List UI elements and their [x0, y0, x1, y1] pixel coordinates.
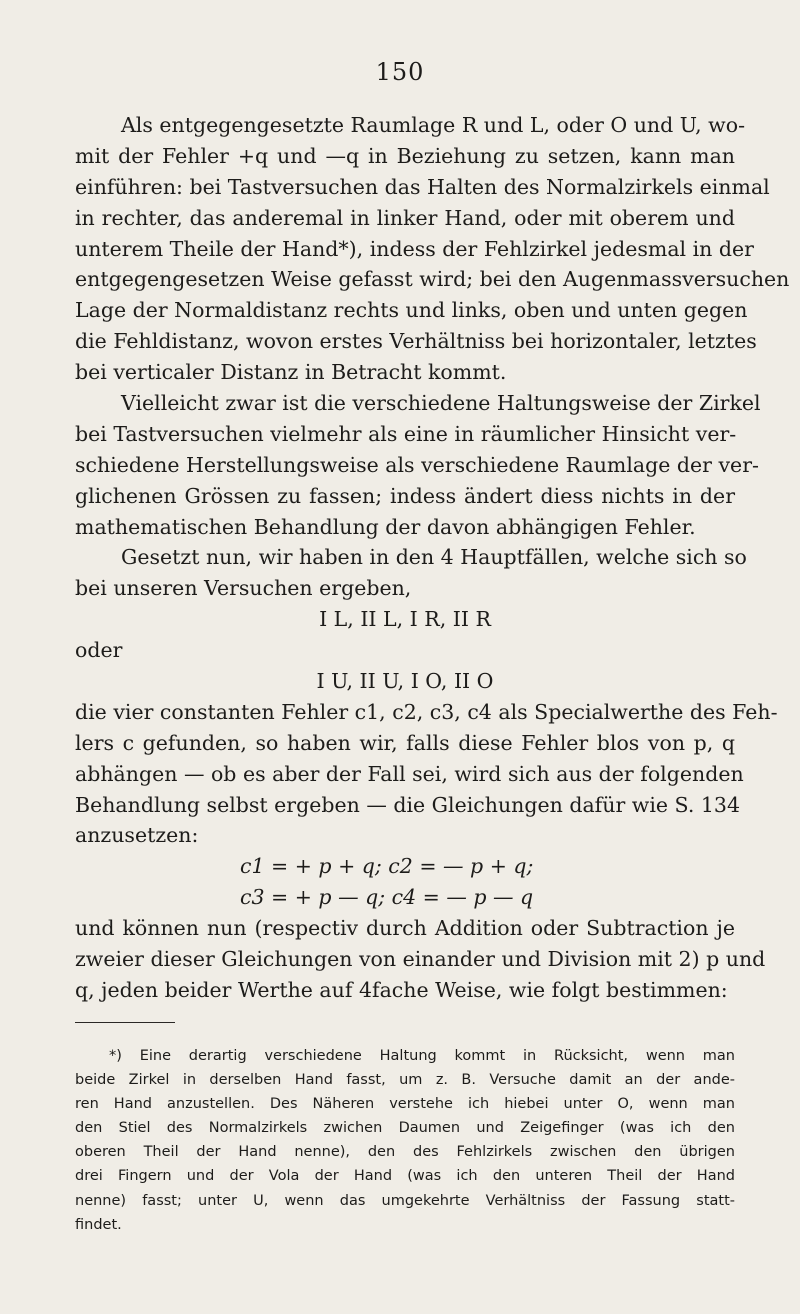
main-text	[75, 110, 790, 1006]
text-line: oder	[75, 638, 123, 663]
text-line: anzusetzen:	[75, 823, 199, 848]
footnote-line: oberen Theil der Hand nenne), den des Fehlzirkels zwischen den übrigen	[75, 1144, 735, 1161]
text-line: die Fehldistanz, wovon erstes Verhältniss bei horizontaler, letztes	[75, 329, 757, 354]
page-number: 150	[375, 58, 425, 86]
text-line: lers c gefunden, so haben wir, falls diese Fehler blos von p, q	[75, 730, 735, 755]
text-line: und können nun (respectiv durch Addition oder Subtraction je	[75, 916, 735, 941]
footnote-line: drei Fingern und der Vola der Hand (was ich den unteren Theil der Hand	[75, 1168, 735, 1185]
text-line: mathematischen Behandlung der davon abhängigen Fehler.	[75, 514, 696, 539]
text-line: glichenen Grössen zu fassen; indess ändert diess nichts in der	[75, 483, 735, 508]
case-list: I U, II U, I O, II O	[316, 669, 494, 694]
equation-line: c3 = + p — q; c4 = — p — q	[240, 885, 534, 910]
text-line: die vier constanten Fehler c1, c2, c3, c4 als Specialwerthe des Feh-	[75, 699, 778, 724]
footnote-line: den Stiel des Normalzirkels zwichen Daumen und Zeigefinger (was ich den	[75, 1120, 735, 1137]
text-line: in rechter, das anderemal in linker Hand, oder mit oberem und	[75, 205, 735, 230]
text-line: q, jeden beider Werthe auf 4fache Weise, wie folgt bestimmen:	[75, 977, 728, 1002]
text-line: entgegengesetzen Weise gefasst wird; bei den Augenmassversuchen	[75, 267, 790, 292]
text-line: Vielleicht zwar ist die verschiedene Haltungsweise der Zirkel	[121, 391, 761, 416]
text-line: Als entgegengesetzte Raumlage R und L, oder O und U, wo-	[121, 113, 745, 137]
footnote-divider	[75, 1022, 175, 1023]
text-line: abhängen — ob es aber der Fall sei, wird sich aus der folgenden	[75, 761, 744, 786]
text-line: Lage der Normaldistanz rechts und links, oben und unten gegen	[75, 298, 748, 323]
text-line: bei Tastversuchen vielmehr als eine in räumlicher Hinsicht ver-	[75, 421, 737, 446]
text-line: bei verticaler Distanz in Betracht kommt.	[75, 360, 507, 385]
footnote-line: ren Hand anzustellen. Des Näheren verstehe ich hiebei unter O, wenn man	[75, 1096, 735, 1113]
text-line: mit der Fehler +q und —q in Beziehung zu setzen, kann man	[75, 143, 735, 168]
footnote-line: nenne) fasst; unter U, wenn das umgekehrte Verhältniss der Fassung statt-	[75, 1192, 735, 1209]
text-line: einführen: bei Tastversuchen das Halten des Normalzirkels einmal	[75, 174, 770, 199]
text-line: schiedene Herstellungsweise als verschiedene Raumlage der ver-	[75, 452, 759, 477]
equation-line: c1 = + p + q; c2 = — p + q;	[240, 854, 534, 879]
text-line: Behandlung selbst ergeben — die Gleichungen dafür wie S. 134	[75, 792, 741, 817]
footnote-line: *) Eine derartig verschiedene Haltung kommt in Rücksicht, wenn man	[109, 1048, 735, 1064]
text-line: Gesetzt nun, wir haben in den 4 Hauptfällen, welche sich so	[121, 545, 747, 570]
footnote-line: beide Zirkel in derselben Hand fasst, um z. B. Versuche damit an der ande-	[75, 1072, 735, 1089]
footnote-line: findet.	[75, 1216, 122, 1233]
text-line: zweier dieser Gleichungen von einander und Division mit 2) p und	[75, 947, 766, 972]
case-list: I L, II L, I R, II R	[319, 607, 491, 632]
footnote	[75, 1044, 735, 1237]
text-line: bei unseren Versuchen ergeben,	[75, 576, 412, 601]
text-line: unterem Theile der Hand*), indess der Fehlzirkel jedesmal in der	[75, 236, 754, 261]
